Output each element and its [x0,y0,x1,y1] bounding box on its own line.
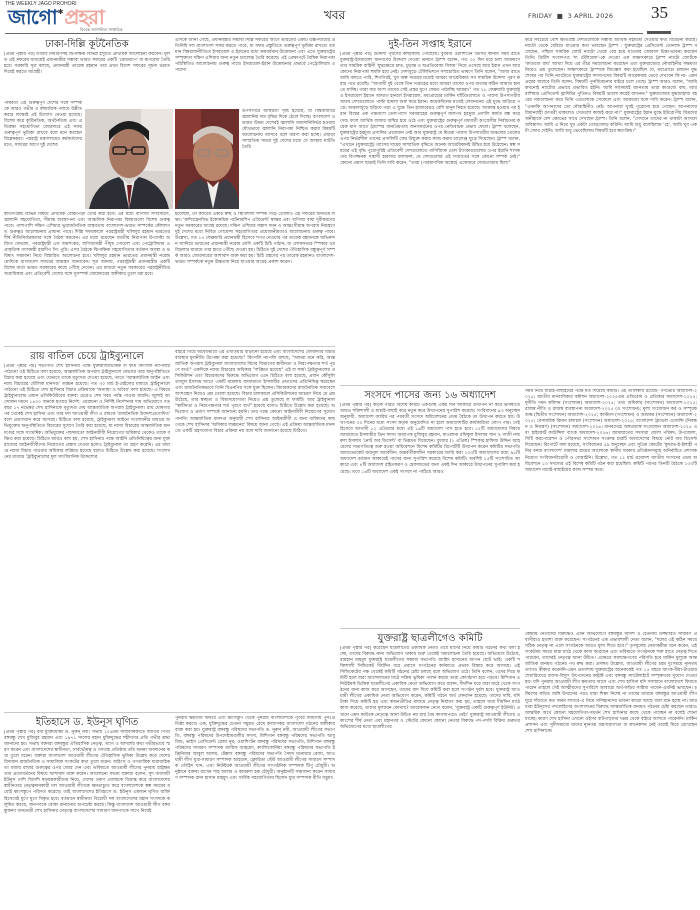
photo-portrait-1 [85,109,173,209]
article-dhaka-delhi-bodytext: স্বার্থসংশ্লিষ্ট বিভিন্ন বিষয়ে প্রাথমিক বোঝাপড়া তৈরি করা হবে। এর মধ্যে বাণিজ্য সম্প্রসারণ, জ্বালানি সহযোগিতা, সীমান্ত ব্যবস্থাপনা এবং আঞ্চলিক নিরাপত্তা বিষয়গুলো বিশেষ গুরুত্ব পাবে। পাশাপাশি দক্ষিণ এশিয়ার ভূরাজনৈতিক বাস্তবতায় বাংলাদেশ-ভারত সম্পর্কের কৌশলগত গুরুত্বও আলোচনায় প্রাধান্য পাবে। দিল্লি সফরকালে পররাষ্ট্রমন্ত্রী খলিলুর রহমান ভারতের শীর্ষ নীতিনির্ধারকদের সঙ্গে বৈঠক করবেন। এর মধ্যে রয়েছেন জাতীয় নিরাপত্তা উপদেষ্টা অজিত দোভাল, পররাষ্ট্রমন্ত্রী এস জয়শংকর, বাণিজ্যমন্ত্রী পীযূষ গোয়েল এবং পেট্রোলিয়াম ও প্রাকৃতিক গ্যাসমন্ত্রী হারদীপ সিং পুরি। এসব বৈঠকে দ্বিপাক্ষিক সহযোগিতার বর্তমান অবস্থা ও ভবিষ্যৎ সম্ভাবনা নিয়ে বিস্তারিত আলোচনা হবে। খলিলুর রহমান ভারতের প্রধানমন্ত্রী নরেন্দ্র মোদিকে বাংলাদেশ সফরের আমন্ত্রণ জানাবেন। সূত্র জানায়, পররাষ্ট্রমন্ত্রী প্রধানমন্ত্রীর একটি বিশেষ বার্তা ভারত সরকারের কাছে পৌঁছে দেবেন। এর মাধ্যমে নতুন সরকারের পররাষ্ট্রনীতির অগ্রাধিকার এবং প্রতিবেশী দেশের সঙ্গে সুসম্পর্ক জোরদারের অঙ্গীকার তুলে ধরা হবে। [4,212,170,278]
article-tribunal-col2 [175,350,335,710]
headline-iran[interactable]: দুই-তিন সপ্তাহ ইরানে [388,39,472,50]
article-yunus-bodytext: [প্রথম পৃষ্ঠার পর] বীর মুক্তিযোদ্ধা ড. নুরুন্ নবী। সভায় ১০৬তম জন্মবার্ষিকীতে জাতির পিতা বঙ্গবন্ধু শেখ মুজিবুর রহমান এবং ১৯৭১ সালের মহান মুক্তিযুদ্ধের শহীদদের প্রতি গভীর শ্রদ্ধা জানানো হয়। সভায় বক্তারা বঙ্গবন্ধুর ঐতিহাসিক নেতৃত্ব, ত্যাগ ও আদর্শের কথা গভীরভাবে স্মরণ করেন এবং বাংলাদেশের স্বাধীনতা, সার্বভৌমত্ব ও গণতন্ত্র প্রতিষ্ঠায় তাঁর অনন্য অবদানের কথা তুলে ধরেন। বক্তারা বাংলাদেশ আওয়ামী লীগের ঐতিহাসিক ভূমিকা উল্লেখ করে দেশের বিদ্যমান রাজনৈতিক ও সামাজিক সংকটের কথা তুলে ধরেন। অহিংস ও গণতান্ত্রিক ধারাবাহিকতা বজায় রাখার গুরুত্বের ওপর জোর দেন এবং ভবিষ্যতে আওয়ামী লীগের পুনরায় রাষ্ট্রক্ষমতায় প্রত্যাবর্তনের বিষয়ে আশাবাদ ব্যক্ত করেন। আলোচনা সভায় বক্তারা বলেন, সুদ ব্যবসায়ী ইউনূস দেশি বিদেশি ষড়যন্ত্রকারীদের নিয়ে, দেশের তরুণ প্রজন্মকে বিভ্রান্ত করে বাংলাদেশের স্বাধীনতার নেতৃত্বদানকারী দল আওয়ামী লীগকে ক্ষমতাচ্যুত করে বাংলাদেশকে স্বল্প সময়ের মধ্যেই ধ্বংসস্তূপে পরিণত করেছে। তাই বাংলাদেশের ইতিহাসে ড. ইউনূস একজন ঘৃণিত ব্যক্তি হিসেবেই যুগে যুগে ধিকৃত হবে। বর্তমানে স্বাধীনতা বিরোধী দল বাংলাদেশের মহান সংসদকে কলুষিত করছে, জনগণকে বোকা বানানোর অপচেষ্টা করছে। কিন্তু বাংলাদেশ আওয়ামী লীগ বঙ্গবন্ধুকন্যা জননেত্রী শেখ হাসিনার নেতৃত্বে বাংলাদেশের সাধারণ জনগণকে সাথে নিয়েই [4,730,170,814]
headline-chhatraleague[interactable]: যুক্তরাষ্ট্র ছাত্রলীগেও কমিটি [377,633,483,644]
section-label: খবর [324,8,346,22]
article-dhaka-delhi-col2-top [175,38,335,108]
article-dhaka-delhi-intro [4,52,170,100]
logo-word-2: প্রহরা [64,5,104,29]
article-chhatraleague-body [340,646,520,908]
divider-iran-end [340,385,697,386]
article-dhaka-delhi-body [4,212,170,344]
article-dhaka-delhi-wrap [4,101,82,211]
article-ordinances-col2-bodytext: সময় নিয়ে যাচাই-বাছাইয়ের পক্ষে মত দিয়েছে কমিটি। এই তালিকায় রয়েছে- গণভোট অধ্যাদেশ-২০২৫; জাতীয় মানবাধিকার কমিশন অধ্যাদেশ-২০২৫গুম প্রতিরোধ ও প্রতিকার অধ্যাদেশ-২০২৫; দুর্নীতি দমন কমিশন (সংশোধন) অধ্যাদেশ-২০২৫; তথ্য অধিকার (সংশোধন) অধ্যাদেশ-২০২৫; রাজস্ব নীতি ও রাজস্ব ব্যবস্থাপনা অধ্যাদেশ-২০২৫ (ও সংশোধন); মূল্য সংযোজন কর ও সম্পূরক শুল্ক (দ্বিতীয় সংশোধন) অধ্যাদেশ-২০২৫; কাস্টমস (সংশোধন) ও আয়কর (সংশোধন) অধ্যাদেশ-২০২৫; বেসামরিক বিমান চলাচল (সংশোধন) অধ্যাদেশ-২০২৫; বাংলাদেশ ট্রাভেল এজেন্সি (নিবন্ধন ও নিয়ন্ত্রণ) (সংশোধন) অধ্যাদেশ-২০২৬। মানবদেহে অঙ্গপ্রত্যঙ্গ সংযোজন অধ্যাদেশ-২০২৫ এবং হাইকোর্ট কাউন্সিল ব্যাংক অধ্যাদেশ-২০২৬। জামায়াতের সদস্যরা জেলা পরিষদ, উপজেলা, সিটি করপোরেশন ও পৌরসভা সংশোধন সংক্রান্ত চারটি অধ্যাদেশের বিষয়ে নোট অব ডিসেন্ট দিয়েছেন। রিপোর্টে বলা হয়েছে, সংবিধানের ৫৯ অনুচ্ছেদ এবং সুপ্রিম কোর্টের 'কুদরত-ই-ইলাহী পনির বনাম বাংলাদেশ' মামলার রায়ের আলোকে স্থানীয় সরকার প্রতিষ্ঠানসমূহে অনির্বাচিত প্রশাসক নিয়োগ সংবিধানবিরোধী ও বেআইনি। উল্লেখ্য, গত ১২ মার্চ ত্রয়োদশ জাতীয় সংসদের প্রথম অধিবেশনে ১৩ সদস্যের এই বিশেষ কমিটি গঠন করা হয়েছিল। কমিটি পরপর তিনটি বৈঠকে ১৩৩টি অধ্যাদেশ যাচাই-বাছাইয়ের কাজ সম্পন্ন করে। [525,389,697,473]
article-chhatraleague-col2 [525,632,697,908]
article-dhaka-delhi-introtext: [প্রথম পৃষ্ঠার পর] তারিখ নির্ধারণসহ দ্বিপাক্ষিক বিভিন্ন ইস্যুতে প্রাথমিক আলোচনা করবেন। মূলত এই সফরের মাধ্যমেই প্রধানমন্ত্রীর সম্ভাব্য ভারত সফরের একটি 'রোডম্যাপ' বা রূপরেখা তৈরি হবে। সরকারি সূত্র বলছে, প্রধানমন্ত্রী তারেক রহমান তার প্রথম বিদেশ সফরের সূচনা ভারত দিয়েই করতে আগ্রহী। [4,52,170,76]
brand-english-name: THE WEEKLY JAGO PROHORI [5,1,77,7]
logo-star-icon: ✱ [57,8,64,16]
article-dhaka-delhi-col2-wrap [242,109,335,210]
article-dhaka-delhi-wraptext: পার্শ্ববর্তী এই গুরুত্বপূর্ণ দেশের সঙ্গে সম্পর্ককে আরও গভীর ও বহুমাত্রিক পর্যায়ে উন্নীত করার লক্ষ্যেই এই উদ্যোগ নেওয়া হয়েছে। বিশেষ করে কূটনৈতিক, অর্থনৈতিক এবং প্রতিরক্ষা সহযোগিতা জোরদারে এই সফর গুরুত্বপূর্ণ ভূমিকা রাখবে বলে মনে করছেন বিশ্লেষকরা। পররাষ্ট্র মন্ত্রণালয়ের কর্মকর্তাদের মতে, সফরের আগে দুই দেশের [4,101,82,149]
article-ordinances-body [340,403,520,625]
article-dhaka-delhi-col2-toptext: এদিকে জানা গেছে, প্রধানমন্ত্রীর সম্ভাব্য দিল্লি সফরের আগে ভারতের একটি উচ্চপর্যায়ের প্রতিনিধি দল বাংলাদেশ সফর করতে পারে, যা সফর প্রস্তুতিতে গুরুত্বপূর্ণ ভূমিকা রাখবে। বর্তমান বিশ্বরাজনীতিতে ইসরায়েল ও ইরানের মধ্যে ক্রমবর্ধমান উত্তেজনা এবং এতে যুক্তরাষ্ট্রের সম্পৃক্ততা দক্ষিণ এশিয়ার জন্য নতুন চ্যালেঞ্জ তৈরি করেছে। এই প্রেক্ষাপটে বৈশ্বিক নিরাপত্তা পরিস্থিতিও আলোচনায় গুরুত্ব পাবে। ইসরায়েল-ইরান উত্তেজনার প্রভাবে পেট্রোলিয়াম ও পারস্য [175,38,335,74]
article-iran-col2 [525,38,697,382]
divider-tribunal-end [4,712,335,713]
divider-dhaka-end [4,346,335,347]
newspaper-logo[interactable] [8,5,104,28]
headline-dhaka-delhi[interactable]: ঢাকা-দিল্লি কূটনৈতিক [45,39,129,50]
portrait-man-grey-hair-image [175,109,239,209]
article-iran-col2-bodytext: করে সবচেয়ে বেশি ক্ষতিগ্রস্ত দেশগুলোকে সম্ভাব্য আর্থিক সহায়তা দেওয়ার কথা বিবেচনা করছে। ন্যাটো থেকে বেরিয়ে যাওয়ার কথা ভাবছেন ট্রাম্প : যুক্তরাষ্ট্রের প্রেসিডেন্ট ডোনাল্ড ট্রাম্প বলেছেন, পশ্চিমা সামরিক জোট ন্যাটো থেকে বের হয়ে যাওয়ার জোরাল চিন্তা-ভাবনা করছেন তিনি। ব্রিটিশ সংবাদপত্র 'দ্য টেলিগ্রাফ'-কে দেওয়া এক সাক্ষাৎকারে ট্রাম্প ন্যাটো জোটকে 'কাগুজে বাঘ' আখ্যা দিয়ে এর তীব্র সমালোচনা করেছেন এবং যুক্তরাজ্যের নৌবাহিনীর সক্ষমতা নিয়েও প্রশ্ন তুলেছেন। সাক্ষাৎকারে ট্রাম্পকে জিজ্ঞেস করা হয়েছিল যে, মধ্যপ্রাচ্যে চলমান যুদ্ধ শেষের পর তিনি ন্যাটোতে যুক্তরাষ্ট্রের সদস্যপদের বিষয়টি আরেকবার ভেবে দেখবেন কি না- এমন প্রশ্নের জবাবে তিনি বলেন, বিষয়টি পুনর্বিবেচনার বাইরে চলে গেছে। ট্রাম্প আরও বলেন, "আমি কখনোই ন্যাটোর প্রভাবে প্রভাবিত হইনি। আমি সবসময়ই জানতাম তারা কাগুজে বাঘ, আর রাশিয়ার প্রেসিডেন্ট ভ্লাদিমির পুতিনও বিষয়টি ভালো করেই জানেন।" যুক্তরাজ্যের যুদ্ধজাহাজ বহরের সমালোচনা করে তিনি এগুলোকে সেকেলে এবং অকেজো বলে দাবি করেন। ট্রাম্প বলেন, "এমনকি আপনাদের তো নৌবাহিনীও নেই। আপনারা খুবই পুরোনো হয়ে গেছেন। আপনাদের বিমানবাহী রণতরী থাকলেও সেগুলো কাজই করে না।" যুক্তরাষ্ট্রের ইরান যুদ্ধে ইউরোপীয় মিত্রদের অনীহাকে বেশ ক্ষোভের সাথে দেখছেন ট্রাম্প। তিনি বলেন, "সেখানে তাদের না থাকাটা আসলে অবিশ্বাস্য। আমি এ নিয়ে খুব একটা তোড়জোড় করিনি। আমি শুধু বলেছিলাম 'হে', আমি খুব একটা জোর দেইনি। আমি শুধু ভেবেছিলাম বিষয়টি হবে স্বয়ংক্রিয়।" [525,38,697,134]
dateline: FRIDAY ■ 3 APRIL 2026 [528,12,614,20]
article-chhatraleague-col2-bodytext: কেন্দ্রীয় নেতাদের বিরুদ্ধেও এমন অভিযোগে বঙ্গবন্ধুর আদর্শ ও চেতনায় উজ্জীবিত সাধারণ প্রবাসীরাও হতাশা ব্যক্ত করেছেন। সংগঠনের এক প্রভাবশালী নেতা বলেন, "দলের এই কঠিন সময়ে সঠিক নেতৃত্ব না এলে সংগঠনকে আরও মূল্য দিতে হবে।" তৃণমূলের নেতাকর্মীরা মনে করেন, এই সংকটময় সময়ে যারা মাঠে থেকে কাজ করেছেন এবং ভবিষ্যতে সংগঠনকে শক্ত হাতে নেতৃত্ব দিতে পারবেন, তাদেরই নেতৃত্বে আনা উচিত। এক্ষেত্রে কালক্ষেপণের পরিণতি হবে মার্কিন মুলুকে আন্তর্জাতিক জনমত গঠনের পথ রুদ্ধ করা। প্রসঙ্গত উল্লেখ্য, আওয়ামী লীগের চরম দুঃসময়ে ন্যূনতম ত্যাগও স্বীকার করেননি-এমন প্রত্যাশায় যুক্তরাষ্ট্রের অনেককেই গত ১৫ বছরে ব্যাংক-বীমা-টাওয়ার শেয়ারিয়েরে ব্যবসা-বিদ্যুৎ উৎপাদনের কন্ট্রাক্ট এবং বঙ্গবন্ধু স্যাটেলাইটে সম্পৃক্ততার সুযোগ দেওয়া হয়। যদি পুনরায় আওয়ামী লীগ ক্ষমতায় আসে এবং শেখ হাসিনা যদি সসম্মানে বাংলাদেশে ফিরতে পারেন তাহলে সেই আত্মীয়দের সুপারিশে আবারো অর্থ-কড়ির সান্নিধ্য পাবেন-এমনিই ভাবছেন। চব্বিশের কথিত জঙ্গি উত্থানের পরও যারা শিক্ষা নিচ্ছে না তাদের মাধ্যমে বঙ্গবন্ধুর আওয়ামী লীগ ঘুরে দাঁড়াতে কত জনম লাগবে-এ নিয়ে সন্দিহানদের ভাবনা কারো আছে বলে মনে হচ্ছে না। আর যারা ইউনূসের পদলেহিদের অপশাসনের বিরুদ্ধে আন্তর্জাতিক জনমত গঠনের চেষ্টা করছেন তারাও আন্তরিক অর্থে কোনো সহযোগিতা-সমর্থন শেখ হাসিনার কাছে থেকে পাচ্ছেন না বলেই শোনা যাচ্ছে। কারণ শেখ হাসিনা এখনো ওইসব বাটপাড়দের খপ্পর থেকে বাইরে আসতে পারেননি। মার্কিন প্রশাসন এবং সুধীসমাজে যাদের ন্যূনতম গ্রহণযোগ্যতা বা কানেকশন নেই তারাই ঘিরে রেখেছেন শেখ হাসিনাকে। [525,632,697,734]
article-dhaka-delhi-col2-wraptext: উপসাগরে অস্থিরতা সৃষ্টি হয়েছে, যা বিশ্ববাজারে জ্বালানির দাম বৃদ্ধির দিকে ঠেলে দিচ্ছে। বাংলাদেশ ও ভারত উভয় দেশেরই জ্বালানি আমদানিনির্ভর হওয়ায় যৌথভাবে জ্বালানি নিরাপত্তা নিশ্চিত করার বিষয়টি আলোচনায় আসবে বলে ধারণা করা হচ্ছে। এছাড়া সাম্প্রতিক সময়ে দুই দেশের মধ্যে যে আস্থার ঘাটতি তৈরি [242,109,335,151]
article-yunus-col2 [175,716,335,908]
headline-ordinances[interactable]: সংসদে পাসের জন্য ১৬ অধ্যাদেশ [364,390,496,401]
article-tribunal-bodytext: [প্রথম পৃষ্ঠার পর] সভাপতি শেখ হাসিনার পক্ষে যুক্তরাজ্যভিত্তিক ল ফার্ম কিংসলি ন্যাপলির পাঠানো ওই চিঠিতে বলা হয়েছে, আন্তর্জাতিক অপরাধ ট্রাইব্যুনালে যেভাবে তার অনুপস্থিতিতে বিচার করা হয়েছে এবং যেভাবে তাকে মৃত্যুদণ্ড দেওয়া হয়েছে, তাতে 'আন্তর্জাতিক আইন এবং ন্যায় বিচারের মৌলিক মানদণ্ড' লঙ্ঘন হয়েছে। গত ৩০ মার্চ ই-মেইলের মাধ্যমে ট্রাইব্যুনালে পাঠানো ওই চিঠিতে শেখ হাসিনার বিচার প্রক্রিয়াকে 'অন্যায্য ও অবৈধ' বলা হয়েছে। এ বিষয়ে ট্রাইব্যুনালের প্রধান প্রসিকিউটরের বক্তব্য চেয়েও শেষ খবর পর্যন্ত পাওয়া যায়নি। জুলাই আন্দোলন দমনে ১৪০০ জনকে হত্যার নির্দেশ, প্ররোচনা ও নির্দিষ্ট নির্দেশনার দায় অভিযোগে গত বছর ১৭ নভেম্বর শেখ হাসিনাকে মৃত্যুদণ্ড দেয় আন্তর্জাতিক অপরাধ ট্রাইব্যুনাল। রায় ঘোষণার পর থেকেই শেখ হাসিনা এবং তার দল আওয়ামী লীগ এ রায়কে 'রাজনৈতিক উদ্দেশ্যপ্রণোদিত' বলে প্রত্যাখ্যান করে আসছে। চিঠিতে বলা হয়েছে, ট্রাইব্যুনাল আইনে সংশোধনীর মাধ্যমে অভিযুক্তের অনুপস্থিতিতে বিচারের সুযোগ তৈরি করা হয়েছে, যা ন্যায্য বিচারের আন্তর্জাতিক মানদণ্ডের সঙ্গে সাংঘর্ষিক। অভিযুক্তের পছন্দমতো আইনজীবী নিয়োগের অধিকার থেকেও তাকে বঞ্চিত করা হয়েছে। চিঠিতে আরও বলা হয়, শেখ হাসিনার পক্ষে আইনি প্রতিনিধিত্বের জন্য যুক্তরাজ্যের আইনজীবীদের নিয়োগের প্রস্তাব দেওয়া হলেও ট্রাইব্যুনাল তা গ্রহণ করেনি। এর মাধ্যমে ন্যায্য বিচার পাওয়ার অধিকার লঙ্ঘিত হয়েছে বলেও চিঠিতে উল্লেখ করা হয়েছে। সংশোধনের মাধ্যমে 'ট্রাইব্যুনালের মূল সাংবিধানিক উদ্দেশ্যের [4,364,170,460]
article-dhaka-delhi-col2-bodytext: হয়েছিল, তা কাটিয়ে একটি স্বচ্ছ ও স্থিতিশীল সম্পর্ক গড়ে তোলাও এই সফরের অন্যতম লক্ষ্য। 'কম্প্রিহেনসিভ ইকোনমিক পার্টনারশিপ এগ্রিমেন্ট' স্বাক্ষর এবং বাণিজ্য বাধা দূরীকরণের নতুন সরকারের আগ্রহ রয়েছে। দক্ষিণ এশিয়ার সন্ত্রাস দমন ও আন্তঃসীমান্ত অপরাধ নিয়ন্ত্রণে দুই দেশের মধ্যে নিবিড় গোয়েন্দা সহযোগিতার প্রয়োজনীয়তাও আলোচনায় গুরুত্ব পাবে। উল্লেখ্য, গত ১৭ ফেব্রুয়ারি প্রধানমন্ত্রী হিসেবে শপথ নেওয়ার পর তারেক রহমানকে অভিনন্দন জানিয়ে ভারতের প্রধানমন্ত্রী নরেন্দ্র মোদি একটি চিঠি পাঠান, যা লোকসভার স্পিকার ওম বিড়লার মাধ্যমে তার হাতে পৌঁছে দেওয়া হয়। চিঠিতে দুই দেশের ঐতিহাসিক বন্ধুত্বপূর্ণ সম্পর্ক আরও জোরদারের আশাবাদ ব্যক্ত করা হয়। চিঠি গ্রহণের পর তারেক রহমানও বাংলাদেশ-ভারত সম্পর্ককে নতুন উচ্চতায় নিয়ে যাওয়ার আগ্রহ প্রকাশ করেন। [175,212,335,266]
page-number-bar [647,31,671,34]
article-tribunal-body [4,364,170,710]
article-chhatraleague-bodytext: [প্রথম পৃষ্ঠার পর] করেছেন ছাত্রলীগের একাধিক নেতা। তবে যাদের নিয়ে কমিটি গঠনের কথা বলা হচ্ছে, তাদের বিরুদ্ধে নানা অভিযোগ থাকায় শুরু থেকেই সমালোচনা তৈরি হয়েছে। অভিযোগ উঠেছে, রায়হান মাহমুদ যুক্তরাষ্ট্র ছাত্রলীগের সম্ভাব্য সভাপতি জাহিদ হাসানের আপন ছোট ভাই। একটি শক্তিশালী সিন্ডিকেট দীর্ঘদিন ধরে প্রবাসে সংগঠনের কর্মকাণ্ডে প্রভাব বিস্তার করে আসছে। এই সিন্ডিকেটের পক্ষ থেকেই কমিটি গঠনের চেষ্টা চলছে বলে অভিযোগ ওঠে। তিনি বলেন, এদের দিয়ে কমিটি হলে যারা আন্দোলনের মাঠে সক্রিয় ভূমিকা পালন করছে তারা কোণঠাসা হয়ে পড়বে। মিশিগান ও নিউইয়র্ক ভিত্তিক ছাত্রলীগের একাধিক নেতা অভিযোগ করে বলেন, দীর্ঘদিন ধরে যারা মাঠে থেকে সংগঠনের জন্য কাজ করে আসছেন, তাদের বাদ দিয়ে কমিটি করা হলে সংগঠন দুর্বল হবে। যুক্তরাষ্ট্র আওয়ামী লীগের একাধিক নেতা অভিযোগ করেন, কমিটি গঠনে অর্থ লেনদেন হয়েছে। তাদের দাবি, যদি টাকা দিয়ে কমিটি হয় এবং স্বজনপ্রীতির মাধ্যমে নেতৃত্ব নির্ধারণ করা হয়, তাহলে যারা দীর্ঘদিন মাঠে কাজ করেছে, তাদের মূল্যায়ন কোথায়? আরেকজন নেতা বলেন, 'যুক্তরাষ্ট্র একটি গুরুত্বপূর্ণ ইউনিট। এখানে এমন কাউকে নেতৃত্বে আনা উচিত নয় যার বৈধ কাগজপত্রও নেই।' যুক্তরাষ্ট্র আওয়ামী লীগের একাংশের শীর্ষ নেতা এবং মহানগর ও স্টেটের কোনো কোনো নেতার বিরুদ্ধে পদ-পদবি বিক্রির গুরুতর অভিযোগের মধ্যে ছাত্রলীগের [340,646,520,730]
article-iran-body [340,52,520,382]
article-tribunal-col2-bodytext: বাইরে গিয়ে অবৈধভাবে এর এখতিয়ার বাড়ানো হয়েছে এবং বাংলাদেশের ফৌজদারি বিচার ব্যবস্থার মূলনীতি উপেক্ষা করা হয়েছে।" কিংসলি ন্যাপলি বলছে, "আমরা মনে করি, আন্তর্জাতিক অপরাধ ট্রাইব্যুনাল বাংলাদেশের বিচার বিভাগের স্বাধীনতা ও নিরপেক্ষতার শর্ত পূরণে ব্যর্থ।" একদিকে ন্যায্য বিচারের অধিকার "লঙ্ঘিত হয়েছে" এই ল ফার্ম। ট্রাইব্যুনালের প্রসিকিউশন এবং বিচারকদের বিরুদ্ধে অভিযোগ এনে চিঠিতে বলা হয়েছে, প্রধান কৌঁসুলি তাজুল ইসলাম আগে একটি মামলায় জামায়াতে ইসলামীর নেতাদের প্রতিনিধিত্ব করেছেন এবং রাজনৈতিকভাবে তিনি বিএনপির সঙ্গে যুক্ত ছিলেন। বিচারকদের রাজনৈতিক সমাবেশে অংশগ্রহণ নিয়েও প্রশ্ন তোলা হয়েছে। বিচার চলাকালে প্রসিকিউশনের আচরণ নিয়ে যে প্রশ্ন উঠেছে, তার স্বচ্ছতা ও বিশ্বাসযোগ্যতা নিয়েও প্রশ্ন তুলেছে ল ফার্মটি। আর ট্রাইব্যুনাল "স্বাধীনতা ও নিরপেক্ষতার শর্ত পূরণে ব্যর্থ" হয়েছে বলেও চিঠিতে উল্লেখ করা হয়েছে। অভিযোগ ও প্রমাণ সম্পর্কে জানানো হয়নি। তার পক্ষে কোনো আইনজীবী নিয়োগের সুযোগ পাননি। আন্তর্জাতিক মানদণ্ড অনুযায়ী শেখ হাসিনার আইনজীবী ও অন্য ব্যক্তিদের কাছ থেকে শেখ হাসিনার 'অধিকার লঙ্ঘনের' বিষয়ে জানা গেছে। এই প্রক্রিয়া আন্তর্জাতিক মানদণ্ডে একটি গ্রহণযোগ্য বিচার প্রক্রিয়া নয় বলে দাবি জানানো হয়েছে চিঠিতে। [175,350,335,434]
article-ordinances-bodytext: [প্রথম পৃষ্ঠার পর] কর্তৃক গঠিত বিশেষ কমিটি একগুচ্ছ একই দিন আকারে উত্থাপন না করে ভবিষ্যতে আরও শক্তিশালী ও যাচাই-বাছাই করে নতুন করে উত্থাপনের সুপারিশ করেছে। সংবিধানের ৯৩ অনুচ্ছেদ অনুযায়ী, অধ্যাদেশ জারির পর পরবর্তী সংসদে অধিবেশনের প্রথম বৈঠকে তা উত্থাপন করতে হয়। উত্থাপনের ৩০ দিনের মধ্যে সংসদ কর্তৃক অনুমোদিত না হলে অধ্যাদেশটির কার্যকারিতা লোপ পায়। সেই হিসেবে আগামী ১২ এপ্রিলের মধ্যে এই ১৬টি অধ্যাদেশ পাস হতে হবে। ১২টি অধ্যাদেশের বিষয়ে জামায়াতে ইসলামীর তিন সদস্য অধ্যাপক মুজিবুর রহমান, মাওলানা রফিকুল ইসলাম খান ও গাজী নজরুল ইসলাম 'নোট অব ডিসেন্ট' বা ভিন্নমত দিয়েছেন। বুধবার (১ এপ্রিল) স্পিকার হাফিজ উদ্দিন আহমেদের সভাপতিত্বে শুরু হওয়া অধিবেশনে বিশেষ কমিটির রিপোর্টটি উত্থাপন করেন কমিটির সভাপতি অ্যাডভোকেট জয়নুল আবেদীন। অন্তর্বর্তীকালীন সরকারের জারি করা ১৩৩টি অধ্যাদেশের মধ্যে ৯৮টি অধ্যাদেশ বর্তমান আকারেই পাসের জন্য সুপারিশ করেছে বিশেষ কমিটি। অবশিষ্ট ১৫টি সংশোধিত আকারে এবং ৪টি অধ্যাদেশ রহিতকরণ ও হেফাজতের জন্য একই দিন আকারে উত্থাপনের সুপারিশ করা হয়েছে। তবে ১৬টি অধ্যাদেশ একই সংসদে না পাঠিয়ে আরও [340,403,520,475]
logo-word-1: জাগো [8,5,57,29]
photo-portrait-2 [175,109,239,209]
divider-ordinances-end [340,628,520,629]
article-ordinances-col2 [525,389,697,625]
logo-tagline: বিবেক জাগানিয়া সাপ্তাহিক [80,27,123,32]
headline-tribunal[interactable]: রায় বাতিল চেয়ে ট্রাইব্যুনালে [30,351,144,362]
header-rule [5,33,643,34]
headline-yunus[interactable]: ইতিহাসে ড. ইউনূস ঘৃণিত [35,717,139,728]
portrait-man-glasses-image [85,109,173,209]
article-yunus-col2-bodytext: পুনরায় ক্ষমতায় ফিরবে এবং ধ্বংসস্তূপ থেকে পুনরায় বাংলাদেশকে পূর্বের জায়গায় পুনঃপ্রতিষ্ঠা করবে। এক, মুক্তিযুদ্ধের চেতনা সমুন্নত রেখে কল্যাণকর বাংলাদেশ গঠনের অঙ্গীকার ব্যক্ত করা হয়। যুক্তরাষ্ট্র বঙ্গবন্ধু পরিষদের সভাপতি ড. নুরুন্ নবী, আওয়ামী লীগের সভাপতি, বঙ্গবন্ধু পরিষদের উপদেষ্টামণ্ডলীর সদস্য, মিশিগান বঙ্গবন্ধু পরিষদের সভাপতি আবু বিশু, ভাইস প্রেসিডেন্ট রেজা নূর, ওয়াশিংটন বঙ্গবন্ধু পরিষদের সভাপতি, মিশিগান বঙ্গবন্ধু পরিষদের সাধারণ সম্পাদক আরিফ আহমেদ, ক্যালিফোর্নিয়া বঙ্গবন্ধু পরিষদের সভাপতি ইঞ্জিনিয়ার আবুল আলম, টেক্সাস বঙ্গবন্ধু পরিষদের সভাপতি সৈয়দ মনোয়ার রেজা, আওয়ামী লীগ যুগ্ম-সাধারণ সম্পাদক আহমেদ, ফ্লোরিডা স্টেট আওয়ামী লীগের সাধারণ সম্পাদক তৌহিদ খান, এবং নিউইয়র্ক আওয়ামী লীগের সাংগঠনিক সম্পাদক টিপু চৌধুরী। অনুষ্ঠানে বক্তব্য রাখেন শাহ আলম ও কামরুল হক চৌধুরী। অনুষ্ঠানটি সঞ্চালনা করেন সাধারণ সম্পাদক রানা হাসান মাহমুদ এবং সার্বিক সহযোগিতায় ছিলেন যুগ্ম সম্পাদক বীথি বড়ুয়া। [175,716,335,782]
page-number: 35 [651,3,668,22]
article-dhaka-delhi-col2-body [175,212,335,344]
article-iran-bodytext: [প্রথম পৃষ্ঠার পর] উদ্দেশ্য পূরণের কাছাকাছি পৌঁছেছে। বুধবার ওয়াশিংটন ডিসির স্থানীয় সময় রাতে যুক্তরাষ্ট্র-ইসরায়েল জনগণের উদ্দেশে দেওয়া ভাষণে ট্রাম্প বলেন, গত ৩২ দিন ধরে চলা আক্রমণে তার সামরিক বাহিনী 'যুদ্ধক্ষেত্রে দ্রুত, চূড়ান্ত ও অপ্রতিরোধ্য বিজয়' নিয়ে এসেছে আর ইরান এখন আর কোনো নিরাপত্তা হুমকি হয়ে নেই। দেশজুড়ে টেলিভিশনে সম্প্রচারিত ভাষণে তিনি বলেন, "আজ রাতে আমি বলতে পারি, শিগগিরই, খুব অল্প সময়ের মধ্যেই আমরা আমেরিকার সব সামরিক উদ্দেশ্য পূরণ করার পথে রয়েছি। "আগামী দুই থেকে তিন সপ্তাহের মধ্যে আমরা তাদের ওপর অত্যন্ত কঠিন আঘাত হানতে যাচ্ছি। তারা যার অংশ তাদের সেই প্রস্তর যুগে ফেরত পাঠাচ্ছি আমরা।" গত ২৮ ফেব্রুয়ারি যুক্তরাষ্ট্র ও ইসরায়েল ইরানে আঘাত হানলে ইসরায়েল, মধ্যপ্রাচ্যের মার্কিন ঘাঁটিগুলোতে ও পারস্য উপসাগরীয় আরব দেশগুলোতে পাল্টা হামলা শুরু করে ইরান। কয়েকদিনের মধ্যেই লেবাননের এই যুদ্ধে জড়িয়ে পড়ে। অঞ্চলজুড়ে ছড়িয়ে পড়া এ যুদ্ধে তিন হাজারেরও বেশি মানুষ নিহত হয়েছে। আক্রান্ত হওয়ার পর ইরান বিশ্বের এক পঞ্চমাংশ তেল-গ্যাস সরবরাহের গুরুত্বপূর্ণ জলপথ হরমুজ প্রণালি কার্যত বন্ধ করে দেয়। ফলে আর্থিক বাজার অস্থির হয়ে ওঠে এবং যুক্তরাষ্ট্রের গুরুত্বপূর্ণ মধ্যবর্তী কংগ্রেসীয় নির্বাচনের কয়েক মাস আগে ট্রাম্পের জনপ্রিয়তায় জনসমর্থনের ওপর নেতিবাচক প্রভাব ফেলে। ট্রাম্প বলেছেন, যুক্তরাষ্ট্রের হরমুজ প্রণালির প্রয়োজন নেই আর যুক্তরাষ্ট্র যে মিত্ররা পারস্য উপসাগরীয় অঞ্চলের তেলের ওপর নির্ভরশীল তাদের প্রণালিটি ফের উন্মুক্ত করার কাজ করার চ্যালেঞ্জ ছুড়ে দিয়েছেন। ট্রাম্প বলেন, "এখানে (যুক্তরাষ্ট্রে) গ্যাসের দামের সাম্প্রতিক বৃদ্ধিতে অনেক আমেরিকানই উদ্বিগ্ন হয়ে উঠেছেন। স্বল্প সময়ের এই বৃদ্ধি পুরোপুরিই প্রতিবেশী দেশগুলোতে বাণিজ্যিক তেল ট্যাংকারগুলোর ওপর ইরানি শাসকদের বিপজ্জনক সন্ত্রাসী হামলার ফলাফল, যে দেশগুলোর এই সংঘাতের সঙ্গে কোনো সম্পর্ক নেই।" কোনো প্রমাণ ছাড়াই তিনি দাবি করেন, "তারা (পারমাণবিক অস্ত্রের) একেবারে দোরগোড়ায় ছিল।" [340,52,520,166]
article-yunus-body [4,730,170,908]
